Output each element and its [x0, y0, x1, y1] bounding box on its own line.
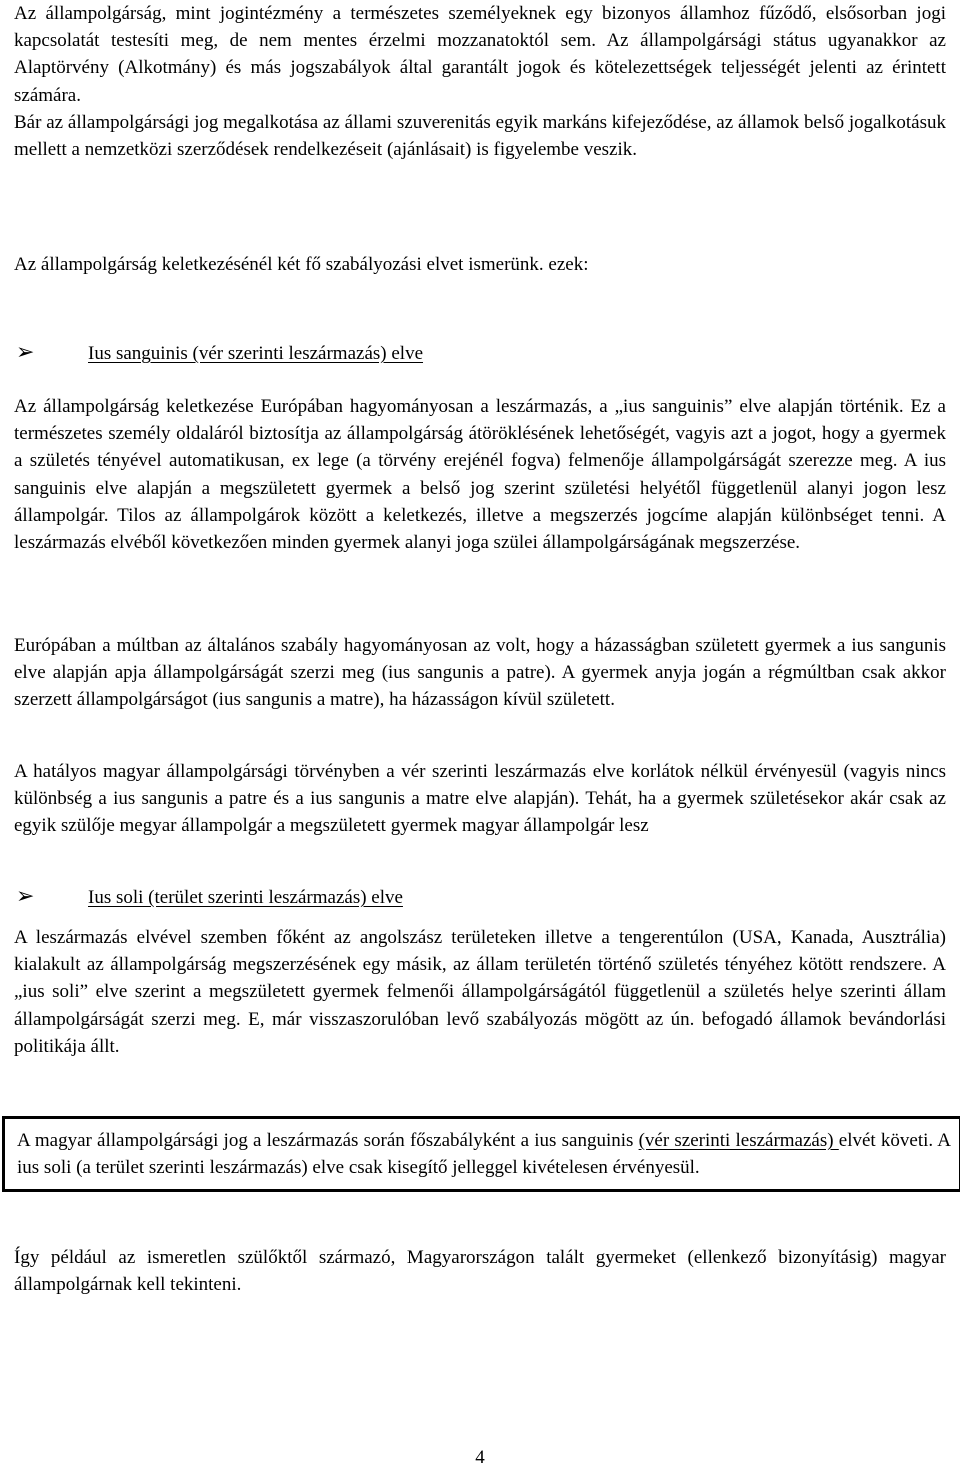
- closing-paragraph: Így például az ismeretlen szülőktől származó, Magyarországon talált gyermeket (ellenkező bizonyításig) magyar állampolgárnak kell tekinteni.: [14, 1247, 946, 1296]
- soli-bullet: [14, 882, 946, 911]
- intro-paragraph-1: Az állampolgárság, mint jogintézmény a természetes személyeknek egy bizonyos államhoz fűződő, elsősorban jogi kapcsolatát testesíti meg, de nem mentes érzelmi mozzanatoktól sem. Az állampolgársági státus ugyanakkor az Alaptörvény (Alkotmány) és más jogszabályok által garantált jogok és kötelezettségek teljességét jelenti az érintett számára.: [14, 3, 946, 106]
- soli-title: Ius soli (terület szerinti leszármazás) elve: [88, 887, 403, 908]
- intro-paragraph-2: Bár az állampolgársági jog megalkotása az állami szuverenitás egyik markáns kifejeződése, az államok belső jogalkotásuk mellett a nemzetközi szerződések rendelkezéseit (ajánlásait) is figyelembe veszik.: [14, 111, 946, 161]
- sanguinis-bullet: [14, 338, 946, 367]
- arrow-bullet-icon: ➢: [16, 883, 35, 908]
- arrow-bullet-icon: ➢: [16, 339, 35, 364]
- sanguinis-paragraph-2: Európában a múltban az általános szabály hagyományosan az volt, hogy a házasságban született gyermek a ius sangunis elve alapján apja állampolgárságát szerzi meg (ius sangunis a patre). A gyermek anyja jogán a régmúltban csak akkor szerzett állampolgárságot (ius sangunis a matre), ha házasságon kívül született.: [14, 635, 946, 711]
- highlight-text-end: elvét követi. A ius soli (a terület szerinti leszármazás) elve csak kisegítő jelleggel kivételesen érvényesül.: [17, 1130, 951, 1179]
- highlight-text: [17, 1127, 951, 1181]
- principles-heading: Az állampolgárság keletkezésénél két fő szabályozási elvet ismerünk. ezek:: [14, 254, 589, 275]
- highlight-text-underlined: (vér szerinti leszármazás): [638, 1130, 839, 1151]
- highlight-text-start: A magyar állampolgársági jog a leszármazás során főszabályként a ius sanguinis: [17, 1130, 639, 1151]
- sanguinis-paragraph-3: A hatályos magyar állampolgársági törvényben a vér szerinti leszármazás elve korlátok nélkül érvényesül (vagyis nincs különbség a ius sangunis a patre és a ius sangunis a matre elve alapján). Tehát, ha a gyermek születésekor akár csak az egyik szülője megyar állampolgár a megszületett gyermek magyar állampolgár lesz: [14, 761, 946, 837]
- highlight-box: [2, 1116, 960, 1192]
- sanguinis-title: Ius sanguinis (vér szerinti leszármazás) elve: [88, 343, 424, 364]
- page-number: 4: [475, 1447, 485, 1468]
- intro-section: [14, 0, 946, 163]
- sanguinis-paragraph-1: Az állampolgárság keletkezése Európában hagyományosan a leszármazás, a „ius sanguinis” elve alapján történik. Ez a természetes személy oldaláról biztosítja az állampolgárság átöröklésének lehetőségét, vagyis azt a jogot, hogy a gyermek a születés tényével automatikusan, ex lege (a törvény erejénél fogva) felmenője állampolgárságát szerezze meg. A ius sanguinis elve alapján a megszületett gyermek a belső jog szerint születési helyétől függetlenül alanyi jogon lesz állampolgár. Tilos az állampolgárok között a keletkezés, illetve a megszerzés jogcíme alapján különbséget tenni. A leszármazás elvéből következően minden gyermek alanyi joga szülei állampolgárságának megszerzése.: [14, 396, 946, 554]
- soli-paragraph-1: A leszármazás elvével szemben főként az angolszász területeken illetve a tengerentúlon (USA, Kanada, Ausztrália) kialakult az állampolgárság megszerzésének egy másik, az állam területén történő születés tényéhez kötött rendszere. A „ius soli” elve szerint a megszületett gyermek felmenői állampolgárságától függetlenül a születés helye szerinti állam állampolgárságát szerzi meg. E, már visszaszorulóban levő szabályozás mögött az ún. befogadó államok bevándorlási politikája állt.: [14, 927, 946, 1057]
